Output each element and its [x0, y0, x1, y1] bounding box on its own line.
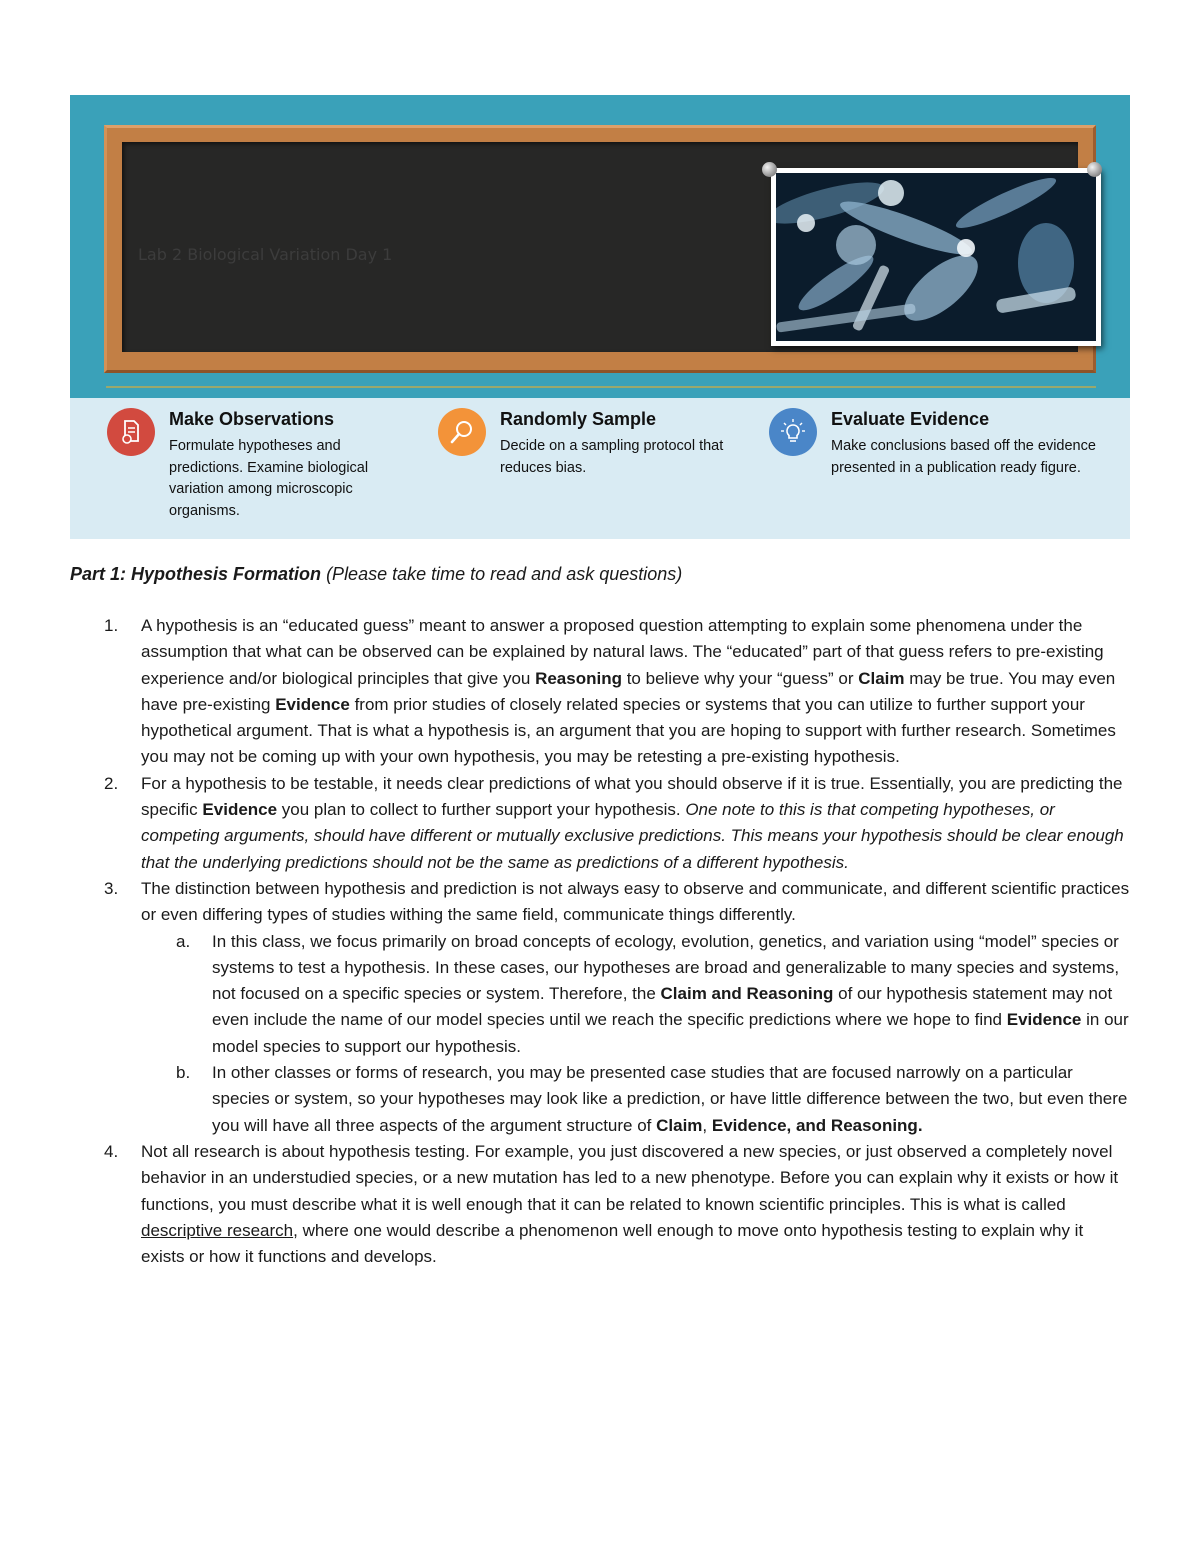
- numbered-list: [70, 613, 1130, 1270]
- lightbulb-icon: [778, 417, 808, 447]
- bold-term: Evidence: [202, 800, 278, 820]
- list-item: [70, 1139, 1130, 1270]
- bold-term: Claim and Reasoning: [660, 984, 834, 1004]
- page-title: Lab 2 Biological Variation Day 1: [138, 245, 393, 264]
- list-number: 4.: [104, 1141, 119, 1161]
- banner-divider: [106, 386, 1096, 388]
- bold-term: Reasoning: [535, 668, 622, 688]
- bold-term: Evidence: [1006, 1010, 1082, 1030]
- italic-note: One note to this is that competing hypotheses, or competing arguments, should have different or mutually exclusive predictions. This means your hypothesis should be clear enough that the underlying predictions should not be the same as predictions of a different hypothesis.: [141, 800, 1124, 872]
- document-icon: [116, 417, 146, 447]
- list-letter: b.: [176, 1063, 191, 1083]
- diatom-image: [776, 173, 1096, 341]
- text: you plan to collect to further support your hypothesis.: [277, 800, 686, 820]
- sub-list-item: [70, 1060, 1130, 1139]
- list-number: 2.: [104, 773, 119, 793]
- list-number: 1.: [104, 616, 119, 635]
- text: In this class, we focus primarily on broad concepts of ecology, evolution, genetics, and variation using “model” species or systems to test a hypothesis. In these cases, our hypotheses are broad and generalizable to many species and systems, not focused on a specific species or system. Therefore, the: [212, 931, 1120, 1004]
- text: of our hypothesis statement may not even include the name of our model species until we reach the specific predictions where we hope to find: [212, 984, 1113, 1030]
- text: In other classes or forms of research, you may be presented case studies that are focused narrowly on a particular species or system, so your hypotheses may look like a prediction, or have little difference between the two, but even there you will have all three aspects of the argument structure of: [212, 1063, 1128, 1135]
- list-item: [70, 771, 1130, 876]
- banner-top: [70, 95, 1130, 398]
- feature-icon-circle: [769, 408, 817, 456]
- bold-term: Evidence, and Reasoning.: [711, 1115, 923, 1135]
- text: , where one would describe a phenomenon well enough to move onto hypothesis testing to explain why it exists or how it functions and develops.: [141, 1220, 1084, 1267]
- text: The distinction between hypothesis and prediction is not always easy to observe and communicate, and different scientific practices or even differing types of studies withing the same field, communicate things differently.: [141, 878, 1130, 925]
- text: in our model species to support our hypothesis.: [212, 1010, 1129, 1056]
- section-heading: [70, 564, 682, 585]
- text: A hypothesis is an “educated guess” meant to answer a proposed question attempting to explain some phenomena under the assumption that what can be observed can be explained by natural laws. The “educated” part of that guess refers to pre-existing experience and/or biological principles that give you: [141, 616, 1104, 688]
- magnifier-icon: [447, 417, 477, 447]
- sub-list-item: [70, 929, 1130, 1060]
- text: from prior studies of closely related species or systems that you can utilize to further support your hypothetical argument. That is what a hypothesis is, an argument that you are hoping to support with further research. Sometimes you may not be coming up with your own hypothesis, you may be retesting a pre-existing hypothesis.: [141, 694, 1116, 767]
- text: Not all research is about hypothesis testing. For example, you just discovered a new species, or just observed a completely novel behavior in an understudied species, or a new mutation has led to a new phenotype. Before you can explain why it exists or how it functions, you must describe what it is well enough that it can be related to known scientific principles. This is what is called: [141, 1141, 1119, 1214]
- text: may be true. You may even have pre-existing: [141, 668, 1116, 714]
- feature-description: Decide on a sampling protocol that reduces bias.: [500, 438, 724, 476]
- feature-title: Make Observations: [169, 409, 335, 429]
- list-number: 3.: [104, 878, 119, 898]
- list-item: [70, 876, 1130, 929]
- header-banner: [70, 95, 1130, 539]
- feature-icon-circle: [438, 408, 486, 456]
- list-letter: a.: [176, 931, 191, 951]
- text: ,: [702, 1115, 712, 1135]
- pin-right: [1087, 162, 1102, 177]
- bold-term: Claim: [858, 668, 905, 688]
- chalkboard-frame: [104, 125, 1096, 373]
- bold-term: Claim: [656, 1115, 703, 1135]
- pin-left: [762, 162, 777, 177]
- text: to believe why your “guess” or: [621, 668, 859, 688]
- microscope-photo: [771, 168, 1101, 346]
- feature-description: Make conclusions based off the evidence presented in a publication ready figure.: [831, 438, 1096, 476]
- bold-term: Evidence: [275, 694, 350, 714]
- section-title: Part 1: Hypothesis Formation: [70, 564, 322, 584]
- feature-title: Evaluate Evidence: [831, 409, 990, 429]
- section-note: (Please take time to read and ask questions): [326, 564, 683, 584]
- underlined-term: descriptive research: [141, 1220, 294, 1240]
- feature-description: Formulate hypotheses and predictions. Examine biological variation among microscopic organisms.: [169, 438, 369, 519]
- feature-icon-circle: [107, 408, 155, 456]
- feature-title: Randomly Sample: [500, 409, 657, 429]
- list-item: [70, 613, 1130, 771]
- text: For a hypothesis to be testable, it needs clear predictions of what you should observe if it is true. Essentially, you are predicting the specific: [141, 773, 1123, 820]
